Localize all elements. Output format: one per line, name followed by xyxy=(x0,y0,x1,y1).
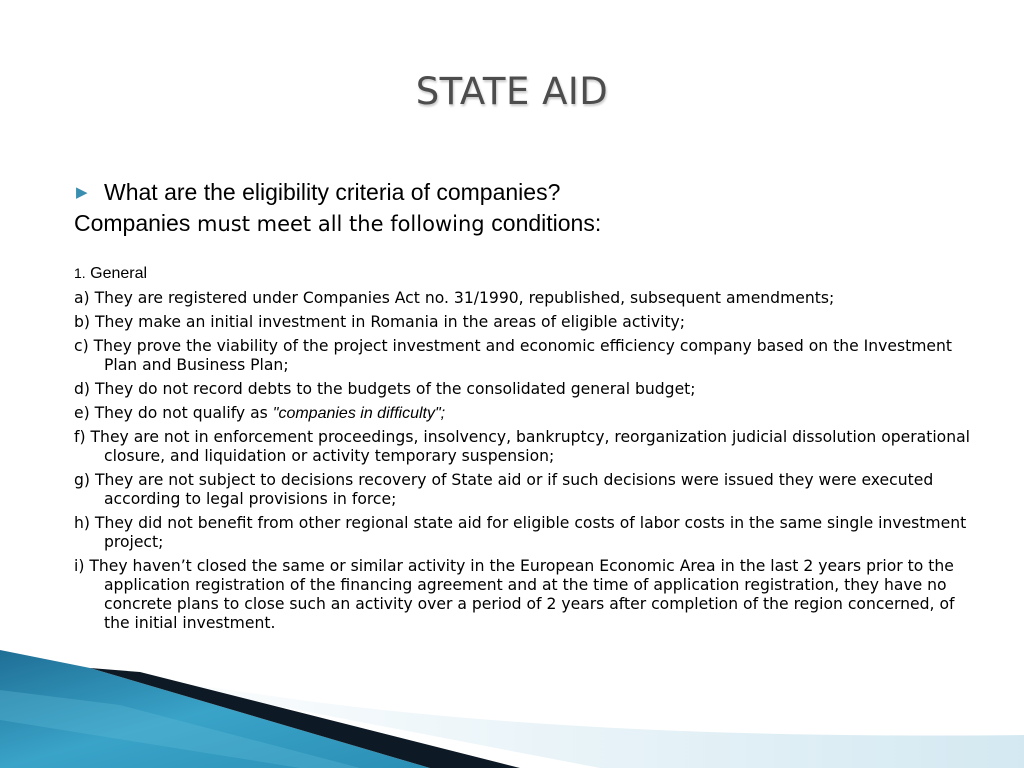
question-line xyxy=(74,178,974,206)
list-item-d: d) They do not record debts to the budgets of the consolidated general budget; xyxy=(74,380,696,398)
list-item-e-text: e) They do not qualify as xyxy=(74,404,273,422)
list-item-a: a) They are registered under Companies Act no. 31/1990, republished, subsequent amendments; xyxy=(74,289,835,307)
conditions-line xyxy=(74,208,974,239)
slide-title: STATE AID xyxy=(415,70,609,113)
list-item-i: i) They haven’t closed the same or similar activity in the European Economic Area in the last 2 years prior to the application registration of the financing agreement and at the time of application registration, they have no concrete plans to close such an activity over a period of 2 years after completion of the region concerned, of the initial investment. xyxy=(74,557,955,632)
section-number: 1. xyxy=(74,265,86,281)
question-text: What are the eligibility criteria of companies? xyxy=(104,179,561,205)
conditions-word-companies: Companies xyxy=(74,210,191,236)
list-item-c: c) They prove the viability of the project investment and economic efficiency company based on the Investment Plan and Business Plan; xyxy=(74,337,952,374)
section-heading xyxy=(74,265,974,283)
list-item-f: f) They are not in enforcement proceedings, insolvency, bankruptcy, reorganization judicial dissolution operational closure, and liquidation or activity temporary suspension; xyxy=(74,428,970,465)
list-item-g: g) They are not subject to decisions recovery of State aid or if such decisions were issued they were executed according to legal provisions in force; xyxy=(74,471,934,508)
triangle-bullet-icon: ▶ xyxy=(76,184,88,201)
conditions-word-conditions: conditions: xyxy=(491,210,602,236)
section-title: General xyxy=(90,265,148,282)
list-item-b: b) They make an initial investment in Romania in the areas of eligible activity; xyxy=(74,313,686,331)
list-item-e xyxy=(74,404,974,423)
list-item-e-italic: "companies in difficulty"; xyxy=(272,405,446,422)
conditions-middle-text: must meet all the following xyxy=(190,212,492,236)
list-item-h: h) They did not benefit from other regional state aid for eligible costs of labor costs in the same single investment project; xyxy=(74,514,967,551)
slide-content xyxy=(74,178,974,638)
